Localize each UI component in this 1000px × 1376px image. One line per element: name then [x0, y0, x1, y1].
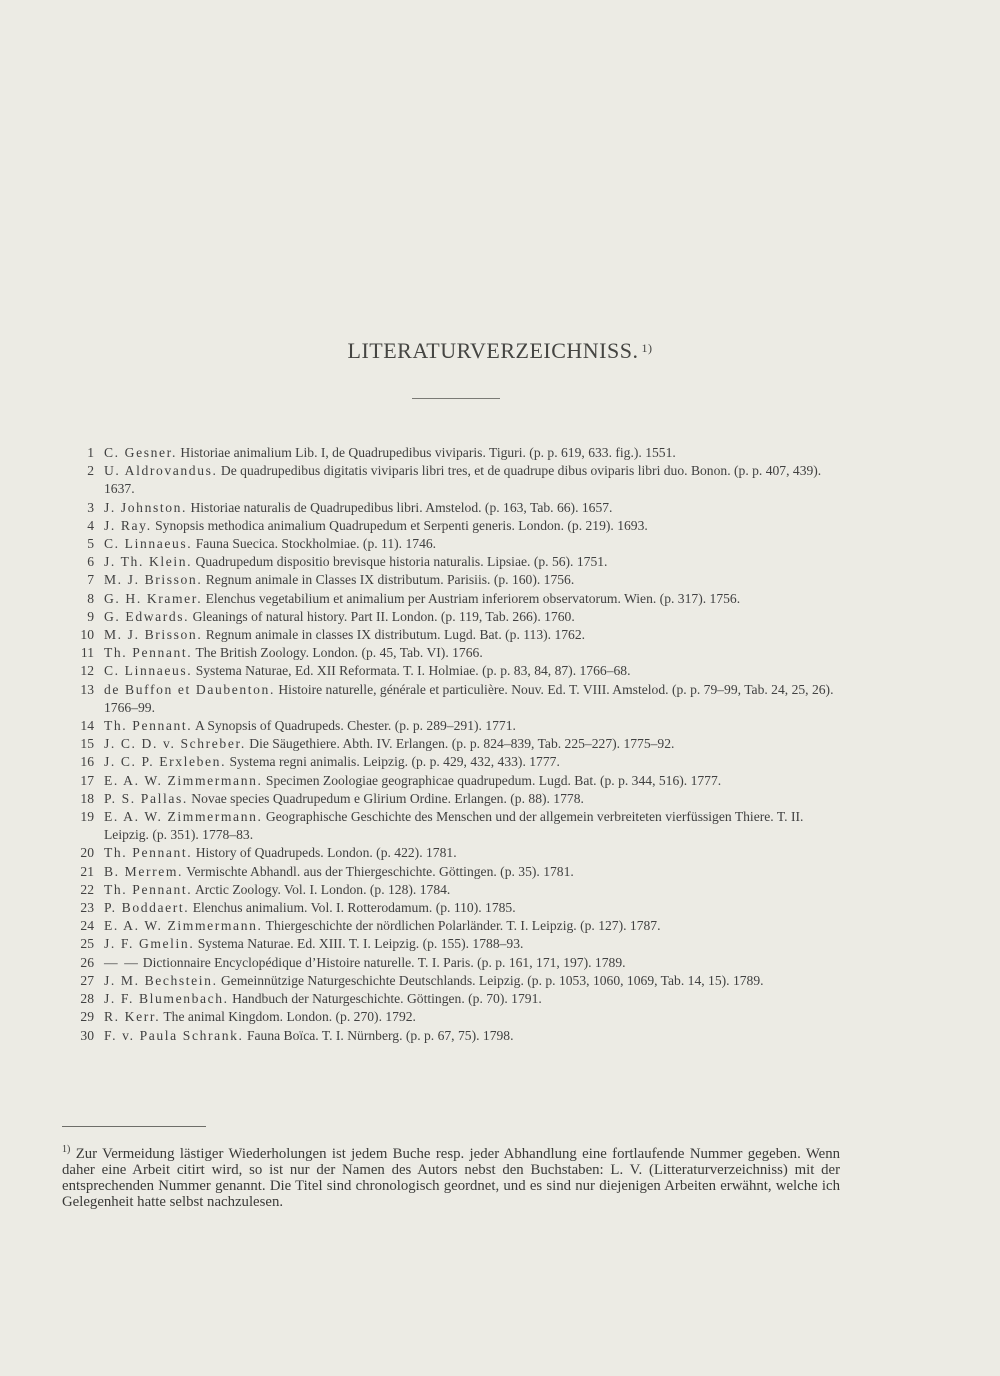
reference-body	[104, 990, 850, 1008]
reference-text: Die Säugethiere. Abth. IV. Erlangen. (p. p. 824–839, Tab. 225–227). 1775–92.	[249, 736, 675, 752]
reference-author: J. F. Blumenbach.	[104, 991, 229, 1007]
reference-number: 12	[80, 663, 94, 679]
reference-body	[104, 553, 850, 571]
reference-text: Fauna Suecica. Stockholmiae. (p. 11). 1746.	[195, 536, 437, 552]
reference-author: E. A. W. Zimmermann.	[104, 809, 263, 825]
reference-entry	[60, 753, 850, 771]
reference-number: 1	[87, 445, 94, 460]
reference-entry	[60, 935, 850, 953]
reference-author: P. S. Pallas.	[104, 790, 188, 806]
reference-number: 26	[80, 954, 94, 970]
footnote	[62, 1142, 840, 1210]
reference-number: 5	[87, 536, 94, 552]
reference-entry	[60, 681, 850, 717]
reference-number: 8	[87, 590, 94, 606]
reference-number: 25	[80, 936, 94, 952]
reference-body	[104, 1027, 850, 1045]
page-title-text: LITERATURVERZEICHNISS.	[347, 338, 639, 363]
reference-text: A Synopsis of Quadrupeds. Chester. (p. p. 289–291). 1771.	[194, 718, 516, 734]
reference-entry	[60, 626, 850, 644]
reference-entry	[60, 644, 850, 662]
reference-author: P. Boddaert.	[104, 900, 190, 916]
reference-number: 30	[80, 1027, 94, 1043]
reference-text: Systema Naturae, Ed. XII Reformata. T. I. Holmiae. (p. p. 83, 84, 87). 1766–68.	[195, 663, 631, 679]
reference-text: Systema Naturae. Ed. XIII. T. I. Leipzig. (p. 155). 1788–93.	[197, 936, 524, 952]
reference-text: Dictionnaire Encyclopédique d’Histoire naturelle. T. I. Paris. (p. p. 161, 171, 197). 1789.	[142, 954, 626, 970]
reference-text: De quadrupedibus digitatis viviparis libri tres, et de quadrupe dibus oviparis libri duo. Bonon. (p. p. 407, 439). 1637.	[104, 463, 822, 497]
reference-author: F. v. Paula Schrank.	[104, 1027, 244, 1043]
reference-author: C. Linnaeus.	[104, 536, 193, 552]
reference-text: Systema regni animalis. Leipzig. (p. p. 429, 432, 433). 1777.	[229, 754, 560, 770]
reference-number: 19	[80, 809, 94, 825]
reference-body	[104, 462, 850, 498]
reference-text: Regnum animale in Classes IX distributum. Parisiis. (p. 160). 1756.	[205, 572, 575, 588]
reference-entry	[60, 790, 850, 808]
reference-number: 18	[80, 790, 94, 806]
reference-entry	[60, 972, 850, 990]
page-title	[0, 338, 1000, 364]
reference-text: Quadrupedum dispositio brevisque historia naturalis. Lipsiae. (p. 56). 1751.	[195, 554, 608, 570]
reference-text: Elenchus animalium. Vol. I. Rotterodamum. (p. 110). 1785.	[192, 900, 516, 916]
reference-text: The British Zoology. London. (p. 45, Tab. VI). 1766.	[195, 645, 483, 661]
reference-body	[104, 899, 850, 917]
reference-body	[104, 717, 850, 735]
reference-body	[104, 753, 850, 771]
reference-entry	[60, 662, 850, 680]
reference-number: 11	[80, 645, 94, 661]
reference-list	[60, 444, 850, 1045]
reference-entry	[60, 917, 850, 935]
reference-number: 21	[80, 863, 94, 879]
reference-text: Historiae naturalis de Quadrupedibus libri. Amstelod. (p. 163, Tab. 66). 1657.	[190, 499, 613, 515]
reference-number: 6	[87, 554, 94, 570]
reference-body	[104, 844, 850, 862]
reference-body	[104, 662, 850, 680]
reference-body	[104, 571, 850, 589]
reference-text: The animal Kingdom. London. (p. 270). 1792.	[163, 1009, 416, 1025]
reference-entry	[60, 571, 850, 589]
reference-author: Th. Pennant.	[104, 845, 193, 861]
reference-text: Histoire naturelle, générale et particulière. Nouv. Ed. T. VIII. Amstelod. (p. p. 79–99, Tab. 24, 25, 26). 1766–99.	[104, 681, 834, 715]
reference-number: 15	[80, 736, 94, 752]
reference-body	[104, 954, 850, 972]
reference-text: Vermischte Abhandl. aus der Thiergeschichte. Göttingen. (p. 35). 1781.	[186, 863, 574, 879]
reference-entry	[60, 954, 850, 972]
reference-entry	[60, 735, 850, 753]
reference-text: Thiergeschichte der nördlichen Polarländer. T. I. Leipzig. (p. 127). 1787.	[265, 918, 661, 934]
reference-body	[104, 917, 850, 935]
reference-entry	[60, 499, 850, 517]
reference-author: — —	[104, 954, 140, 970]
reference-entry	[60, 462, 850, 498]
reference-body	[104, 881, 850, 899]
reference-text: Synopsis methodica animalium Quadrupedum et Serpenti generis. London. (p. 219). 1693.	[155, 517, 648, 533]
reference-author: C. Gesner.	[104, 445, 178, 460]
reference-author: J. Johnston.	[104, 499, 188, 515]
reference-number: 9	[87, 608, 94, 624]
reference-text: Novae species Quadrupedum e Glirium Ordine. Erlangen. (p. 88). 1778.	[191, 790, 584, 806]
reference-body	[104, 517, 850, 535]
reference-text: Historiae animalium Lib. I, de Quadrupedibus viviparis. Tiguri. (p. p. 619, 633. fig.). 1551.	[180, 445, 676, 460]
reference-entry	[60, 772, 850, 790]
reference-text: Elenchus vegetabilium et animalium per Austriam inferiorem observatorum. Wien. (p. 317). 1756.	[205, 590, 741, 606]
reference-number: 4	[87, 517, 94, 533]
reference-author: B. Merrem.	[104, 863, 184, 879]
reference-entry	[60, 863, 850, 881]
footnote-marker: 1)	[62, 1144, 71, 1155]
reference-number: 13	[80, 681, 94, 697]
reference-author: J. M. Bechstein.	[104, 972, 218, 988]
reference-entry	[60, 899, 850, 917]
reference-number: 27	[80, 972, 94, 988]
reference-text: Fauna Boïca. T. I. Nürnberg. (p. p. 67, 75). 1798.	[246, 1027, 514, 1043]
reference-entry	[60, 1027, 850, 1045]
reference-author: J. Th. Klein.	[104, 554, 193, 570]
reference-author: Th. Pennant.	[104, 645, 193, 661]
reference-body	[104, 863, 850, 881]
reference-body	[104, 608, 850, 626]
reference-author: J. F. Gmelin.	[104, 936, 195, 952]
reference-body	[104, 1008, 850, 1026]
reference-number: 29	[80, 1009, 94, 1025]
reference-entry	[60, 444, 850, 462]
reference-entry	[60, 844, 850, 862]
reference-body	[104, 681, 850, 717]
reference-entry	[60, 517, 850, 535]
reference-entry	[60, 990, 850, 1008]
reference-text: History of Quadrupeds. London. (p. 422). 1781.	[195, 845, 457, 861]
reference-number: 24	[80, 918, 94, 934]
reference-text: Gleanings of natural history. Part II. London. (p. 119, Tab. 266). 1760.	[192, 608, 575, 624]
reference-author: E. A. W. Zimmermann.	[104, 772, 263, 788]
reference-number: 3	[87, 499, 94, 515]
reference-body	[104, 972, 850, 990]
reference-author: C. Linnaeus.	[104, 663, 193, 679]
reference-author: M. J. Brisson.	[104, 572, 203, 588]
reference-entry	[60, 590, 850, 608]
reference-author: E. A. W. Zimmermann.	[104, 918, 263, 934]
reference-number: 17	[80, 772, 94, 788]
title-divider	[412, 398, 500, 399]
reference-author: Th. Pennant.	[104, 718, 193, 734]
reference-author: M. J. Brisson.	[104, 627, 203, 643]
reference-number: 14	[80, 718, 94, 734]
reference-entry	[60, 717, 850, 735]
reference-entry	[60, 881, 850, 899]
reference-text: Gemeinnützige Naturgeschichte Deutschlands. Leipzig. (p. p. 1053, 1060, 1069, Tab. 14, 15). 1789.	[220, 972, 764, 988]
reference-number: 20	[80, 845, 94, 861]
reference-text: Specimen Zoologiae geographicae quadrupedum. Lugd. Bat. (p. p. 344, 516). 1777.	[265, 772, 722, 788]
reference-author: R. Kerr.	[104, 1009, 161, 1025]
reference-entry	[60, 1008, 850, 1026]
reference-entry	[60, 808, 850, 844]
title-footnote-marker: 1)	[641, 341, 653, 355]
reference-text: Regnum animale in classes IX distributum. Lugd. Bat. (p. 113). 1762.	[205, 627, 586, 643]
reference-number: 7	[87, 572, 94, 588]
reference-entry	[60, 608, 850, 626]
reference-author: G. Edwards.	[104, 608, 190, 624]
reference-body	[104, 535, 850, 553]
reference-body	[104, 790, 850, 808]
reference-body	[104, 590, 850, 608]
reference-number: 16	[80, 754, 94, 770]
reference-author: J. C. P. Erxleben.	[104, 754, 227, 770]
reference-entry	[60, 553, 850, 571]
reference-body	[104, 735, 850, 753]
reference-number: 28	[80, 991, 94, 1007]
reference-number: 22	[80, 881, 94, 897]
reference-body	[104, 644, 850, 662]
reference-number: 2	[87, 463, 94, 479]
reference-author: de Buffon et Daubenton.	[104, 681, 275, 697]
reference-number: 23	[80, 900, 94, 916]
reference-body	[104, 499, 850, 517]
reference-author: J. C. D. v. Schreber.	[104, 736, 246, 752]
reference-body	[104, 772, 850, 790]
footnote-divider	[62, 1126, 206, 1127]
reference-text: Arctic Zoology. Vol. I. London. (p. 128). 1784.	[194, 881, 451, 897]
reference-entry	[60, 535, 850, 553]
reference-author: G. H. Kramer.	[104, 590, 203, 606]
reference-body	[104, 444, 850, 462]
reference-body	[104, 935, 850, 953]
reference-author: U. Aldrovandus.	[104, 463, 218, 479]
reference-text: Handbuch der Naturgeschichte. Göttingen. (p. 70). 1791.	[232, 991, 542, 1007]
footnote-text: Zur Vermeidung lästiger Wiederholungen ist jedem Buche resp. jeder Abhandlung eine fortlaufende Nummer gegeben. Wenn daher eine Arbeit citirt wird, so ist nur der Namen des Autors nebst den Buchstaben: L. V. (Litteraturverzeichniss) mit der entsprechenden Nummer genannt. Die Titel sind chronologisch geordnet, und es sind nur diejenigen Arbeiten erwähnt, welche ich Gelegenheit hatte selbst nachzulesen.	[62, 1145, 840, 1210]
reference-author: Th. Pennant.	[104, 881, 193, 897]
reference-body	[104, 808, 850, 844]
reference-number: 10	[80, 627, 94, 643]
reference-author: J. Ray.	[104, 517, 152, 533]
reference-text: Geographische Geschichte des Menschen und der allgemein verbreiteten vierfüssigen Thiere. T. II. Leipzig. (p. 351). 1778–83.	[104, 809, 804, 843]
reference-body	[104, 626, 850, 644]
